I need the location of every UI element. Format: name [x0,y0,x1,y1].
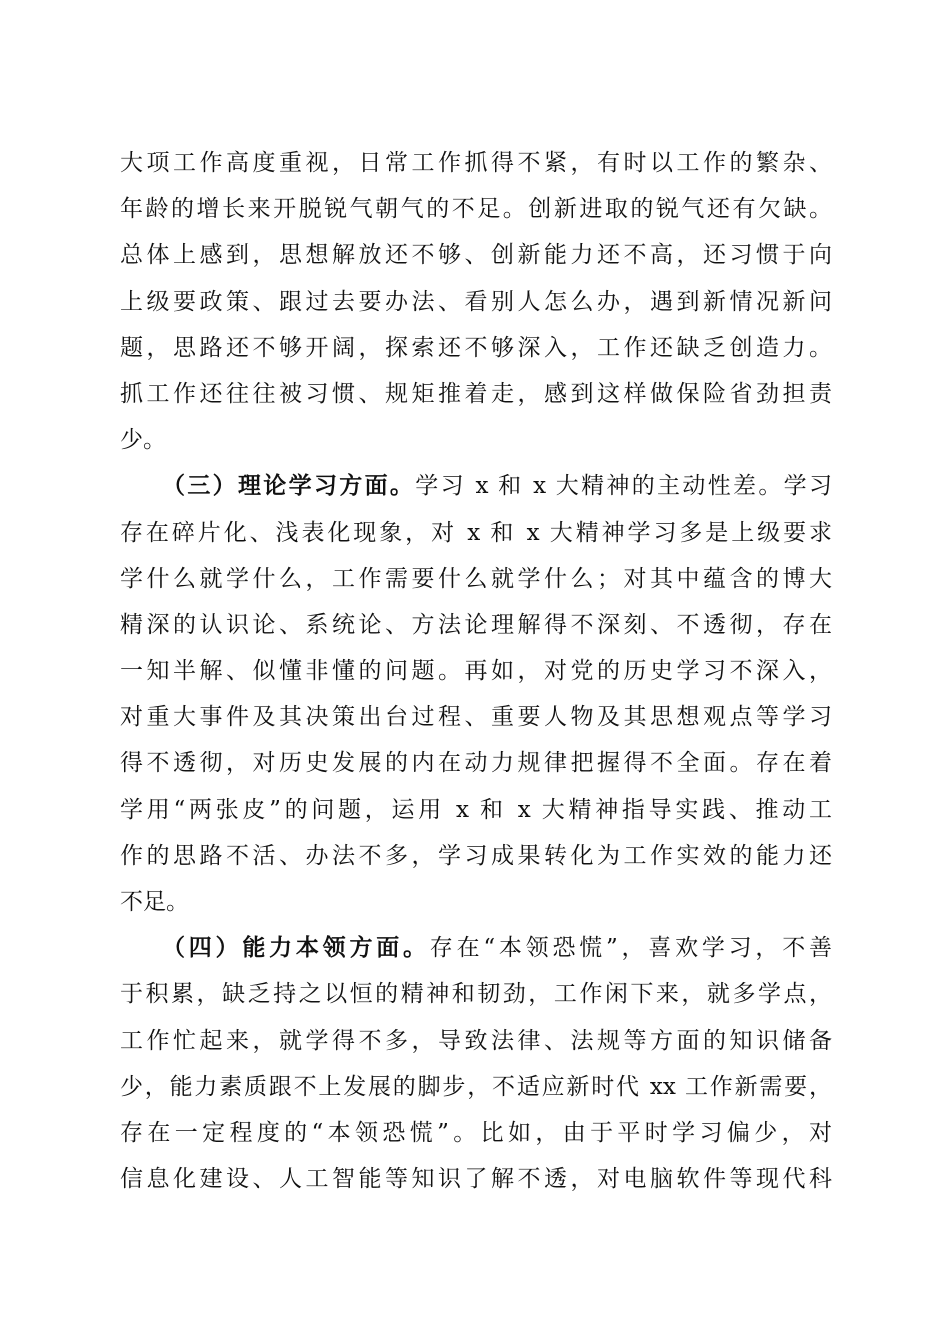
text-line: 不足。 [120,889,189,915]
text-line: 一知半解、似懂非懂的问题。再如，对党的历史学习不深入， [120,658,832,685]
text-line: 存在一定程度的“本领恐慌”。比如，由于平时学习偏少，对 [120,1119,832,1146]
text-run: 存在“本领恐慌”，喜欢学习，不善 [429,935,832,962]
text-line: 少，能力素质跟不上发展的脚步，不适应新时代 xx 工作新需要， [120,1073,832,1100]
text-line: 学什么就学什么，工作需要什么就学什么；对其中蕴含的博大 [120,565,832,592]
text-line: 于积累，缺乏持之以恒的精神和韧劲，工作闲下来，就多学点， [120,981,832,1008]
text-line [120,925,832,971]
text-line: 上级要政策、跟过去要办法、看别人怎么办，遇到新情况新问 [120,288,832,315]
text-line: 得不透彻，对历史发展的内在动力规律把握得不全面。存在着 [120,750,832,777]
text-line: 学用“两张皮”的问题，运用 x 和 x 大精神指导实践、推动工 [120,796,832,823]
text-line: 大项工作高度重视，日常工作抓得不紧，有时以工作的繁杂、 [120,150,832,176]
text-line: 抓工作还往往被习惯、规矩推着走，感到这样做保险省劲担责 [120,380,832,407]
text-line: 信息化建设、人工智能等知识了解不透，对电脑软件等现代科 [120,1166,832,1193]
text-line: 对重大事件及其决策出台过程、重要人物及其思想观点等学习 [120,704,832,731]
text-line: 题，思路还不够开阔，探索还不够深入，工作还缺乏创造力。 [120,334,832,361]
text-line: 年龄的增长来开脱锐气朝气的不足。创新进取的锐气还有欠缺。 [120,196,832,223]
text-line [120,463,832,509]
section-heading: （四）能力本领方面。 [162,934,430,962]
text-line: 工作忙起来，就学得不多，导致法律、法规等方面的知识储备 [120,1027,832,1054]
text-line: 存在碎片化、浅表化现象，对 x 和 x 大精神学习多是上级要求 [120,519,832,546]
text-line: 作的思路不活、办法不多，学习成果转化为工作实效的能力还 [120,842,832,869]
paragraph-continuation [120,140,832,463]
paragraph-ability [120,925,832,1202]
text-line: 精深的认识论、系统论、方法论理解得不深刻、不透彻，存在 [120,611,832,638]
document-body [120,140,832,1202]
text-line: 总体上感到，思想解放还不够、创新能力还不高，还习惯于向 [120,242,832,269]
paragraph-theory-study [120,463,832,925]
text-run: 学习 x 和 x 大精神的主动性差。学习 [415,473,833,500]
section-heading: （三）理论学习方面。 [162,472,416,500]
text-line: 少。 [120,427,166,454]
